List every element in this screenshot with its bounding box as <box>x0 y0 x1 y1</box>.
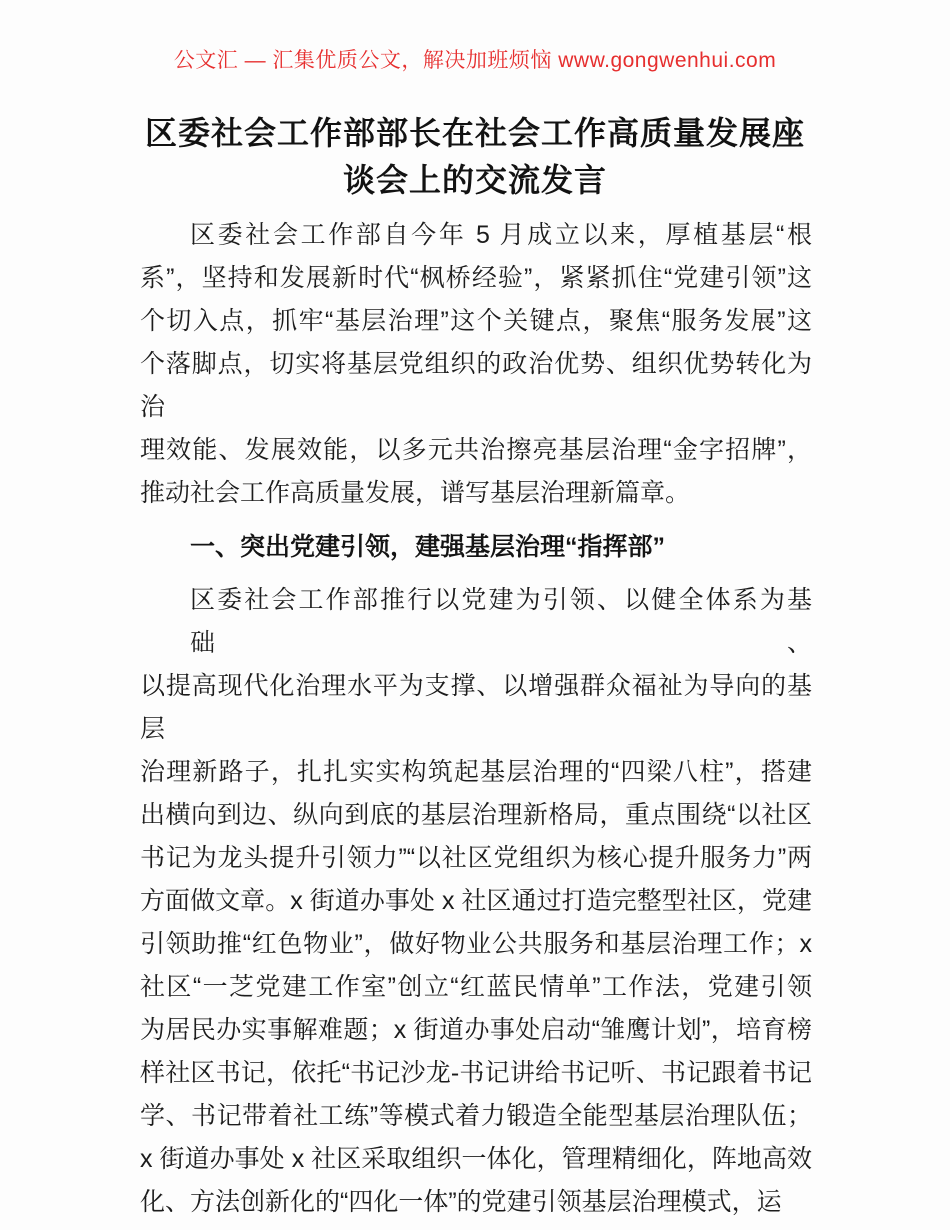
section-heading: 一、突出党建引领，建强基层治理“指挥部” <box>190 533 666 561</box>
document-title-line-1: 区委社会工作部部长在社会工作高质量发展座 <box>144 115 805 151</box>
text-line: 区委社会工作部自今年 5 月成立以来，厚植基层“根 <box>190 221 812 249</box>
paragraph <box>140 214 812 515</box>
text-line: 治理新路子，扎扎实实构筑起基层治理的“四梁八柱”，搭建 <box>140 758 812 786</box>
document-title <box>0 110 950 204</box>
paragraph <box>140 579 812 1224</box>
text-line: 个切入点，抓牢“基层治理”这个关键点，聚焦“服务发展”这 <box>140 307 812 335</box>
text-line: 社区“一芝党建工作室”创立“红蓝民情单”工作法，党建引领 <box>140 973 812 1001</box>
text-line: 系”，坚持和发展新时代“枫桥经验”，紧紧抓住“党建引领”这 <box>140 264 812 292</box>
text-line: 样社区书记，依托“书记沙龙-书记讲给书记听、书记跟着书记 <box>140 1059 812 1087</box>
text-line: 化、方法创新化的“四化一体”的党建引领基层治理模式，运 <box>140 1188 782 1216</box>
text-line: x 街道办事处 x 社区采取组织一体化，管理精细化，阵地高效 <box>140 1145 812 1173</box>
text-line: 个落脚点，切实将基层党组织的政治优势、组织优势转化为治 <box>140 350 812 421</box>
text-line: 引领助推“红色物业”，做好物业公共服务和基层治理工作；x <box>140 930 812 958</box>
text-line: 为居民办实事解难题；x 街道办事处启动“雏鹰计划”，培育榜 <box>140 1016 812 1044</box>
text-line: 推动社会工作高质量发展，谱写基层治理新篇章。 <box>140 479 691 507</box>
text-line: 学、书记带着社工练”等模式着力锻造全能型基层治理队伍； <box>140 1102 812 1130</box>
document-body <box>140 214 812 1224</box>
text-line: 区委社会工作部推行以党建为引领、以健全体系为基础、 <box>190 586 812 657</box>
document-title-line-2: 谈会上的交流发言 <box>342 162 607 198</box>
text-line: 方面做文章。x 街道办事处 x 社区通过打造完整型社区，党建 <box>140 887 812 915</box>
text-line: 以提高现代化治理水平为支撑、以增强群众福祉为导向的基层 <box>140 672 812 743</box>
text-line: 出横向到边、纵向到底的基层治理新格局，重点围绕“以社区 <box>140 801 812 829</box>
text-line: 书记为龙头提升引领力”“以社区党组织为核心提升服务力”两 <box>140 844 812 872</box>
text-line: 理效能、发展效能，以多元共治擦亮基层治理“金字招牌”， <box>140 436 812 464</box>
watermark-banner: 公文汇 — 汇集优质公文，解决加班烦恼 www.gongwenhui.com <box>173 49 777 72</box>
